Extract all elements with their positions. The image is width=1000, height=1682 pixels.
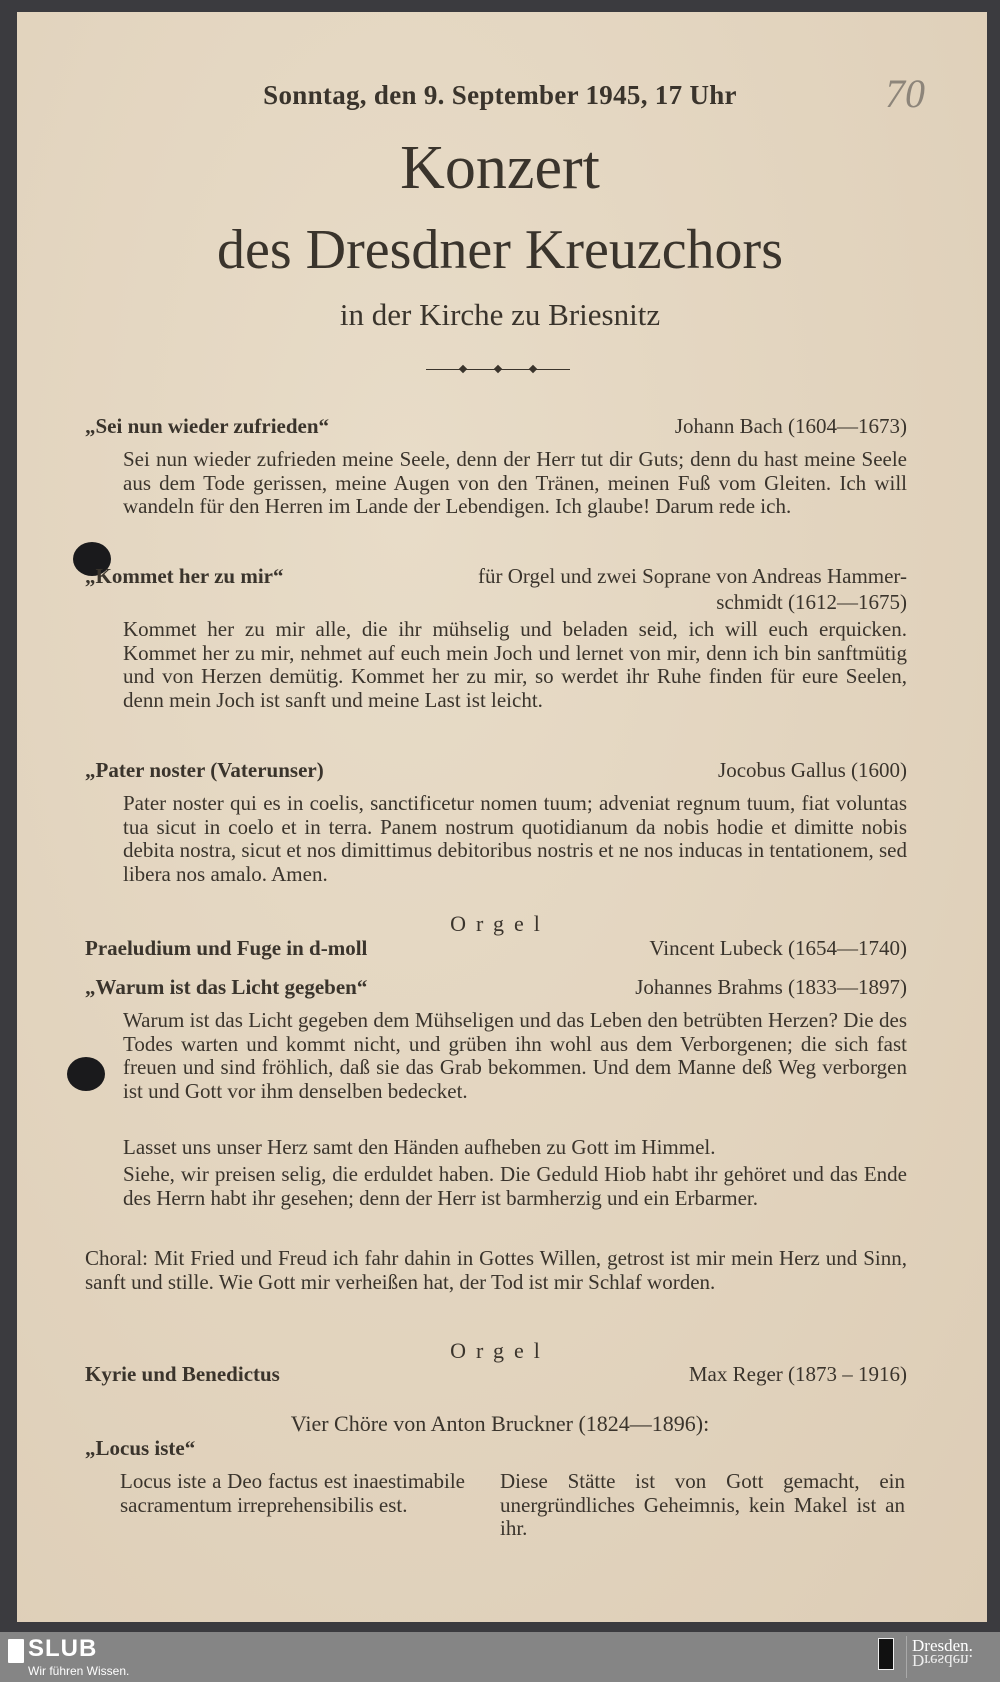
ornament-divider: [426, 368, 570, 372]
piece-title: „Kommet her zu mir“: [85, 564, 284, 588]
composer: Max Reger (1873 – 1916): [688, 1362, 907, 1386]
interlude-orgel: Orgel: [450, 1338, 550, 1363]
choral-text: Choral: Mit Fried und Freud ich fahr dahin in Gottes Willen, getrost ist mir mein Herz und Sinn, sanft und stille. Wie Gott mir verheißen hat, der Tod ist mir Schlaf worden.: [85, 1246, 907, 1294]
piece-text: Kommet her zu mir alle, die ihr mühselig und beladen seid, ich will euch erquicken. Kommet her zu mir, nehmet auf euch mein Joch und lernet von mir, denn ich bin sanftmütig und von Herzen demütig. Kommet her zu mir, so werdet ihr Ruhe finden für eure Seelen, denn mein Joch ist sanft und meine Last ist leicht.: [123, 617, 907, 712]
composer-continued-row: [85, 590, 907, 615]
piece-text: Warum ist das Licht gegeben dem Mühseligen und das Leben den betrübten Herzen? Die des Todes warten und kommt nicht, und grüben ihn wohl aus dem Verborgenen; die sich fast freuen und sind fröhlich, daß sie das Grab bekommen. Und dem Manne deß Weg verborgen ist und Gott vor ihm denselben bedecket.: [123, 1008, 907, 1103]
footer-bar: [0, 1632, 1000, 1682]
piece-text: Pater noster qui es in coelis, sanctificetur nomen tuum; adveniat regnum tuum, fiat voluntas tua sicut in coelo et in terra. Panem nostrum quotidianum da nobis hodie et dimitte nobis debita nostra, sicut et nos dimittimus debitoribus nostris et ne nos inducas in tentationem, sed libera nos amalo. Amen.: [123, 791, 907, 886]
slub-logo[interactable]: SLUB: [28, 1635, 98, 1662]
latin-text: Locus iste a Deo factus est inaestimabile sacramentum irreprehensibilis est.: [120, 1469, 465, 1517]
piece-title: Praeludium und Fuge in d-moll: [85, 936, 368, 960]
dresden-logo[interactable]: Dresden.: [912, 1636, 973, 1655]
piece-title: „Warum ist das Licht gegeben“: [85, 975, 368, 999]
title-line-1: Konzert: [400, 134, 600, 202]
concert-date: Sonntag, den 9. September 1945, 17 Uhr: [263, 80, 737, 110]
composer: für Orgel und zwei Soprane von Andreas Hammer-: [478, 564, 907, 588]
piece-text-3: Siehe, wir preisen selig, die erduldet haben. Die Geduld Hiob habt ihr gehöret und das Ende des Herrn habt ihr gesehen; denn der Herr ist barmherzig und ein Erbarmer.: [123, 1162, 907, 1210]
program-item-header: [85, 1362, 907, 1387]
program-item-header: [85, 564, 907, 589]
program-item-header: [85, 414, 907, 439]
piece-title: „Sei nun wieder zufrieden“: [85, 414, 330, 438]
dresden-coat-of-arms-icon: [878, 1638, 894, 1670]
piece-title: Kyrie und Benedictus: [85, 1362, 280, 1386]
archive-pencil-note: 70: [885, 71, 925, 116]
piece-text-2: Lasset uns unser Herz samt den Händen aufheben zu Gott im Himmel.: [123, 1135, 716, 1159]
composer: Vincent Lubeck (1654—1740): [649, 936, 907, 960]
piece-text: Sei nun wieder zufrieden meine Seele, denn der Herr tut dir Guts; denn du hast meine Seele aus dem Tode gerissen, meine Augen von den Tränen, meinen Fuß vom Gleiten. Ich will wandeln für den Herren im Lande der Lebendigen. Ich glaube! Darum rede ich.: [123, 447, 907, 519]
punch-hole: [67, 1057, 105, 1091]
program-item-header: [85, 1436, 907, 1461]
program-item-header: [85, 936, 907, 961]
program-item-header: [85, 758, 907, 783]
composer: Johannes Brahms (1833—1897): [635, 975, 907, 999]
program-item-header: [85, 975, 907, 1000]
divider: [906, 1636, 907, 1678]
interlude-orgel: Orgel: [450, 911, 550, 936]
german-text: Diese Stätte ist von Gott gemacht, ein unergründliches Geheimnis, kein Makel ist an ihr.: [500, 1469, 905, 1541]
bruckner-heading: Vier Chöre von Anton Bruckner (1824—1896):: [290, 1411, 710, 1436]
slub-book-icon: [8, 1639, 24, 1663]
composer: Jocobus Gallus (1600): [718, 758, 907, 782]
title-line-2: des Dresdner Kreuzchors: [217, 219, 783, 281]
venue: in der Kirche zu Briesnitz: [339, 297, 661, 332]
composer-continued: schmidt (1612—1675): [716, 590, 907, 614]
piece-title: „Locus iste“: [85, 1436, 196, 1460]
piece-title: „Pater noster (Vaterunser): [85, 758, 324, 782]
slub-tagline: Wir führen Wissen.: [28, 1664, 130, 1678]
dresden-logo-mirror: Dresden.: [912, 1651, 973, 1670]
composer: Johann Bach (1604—1673): [674, 414, 907, 438]
